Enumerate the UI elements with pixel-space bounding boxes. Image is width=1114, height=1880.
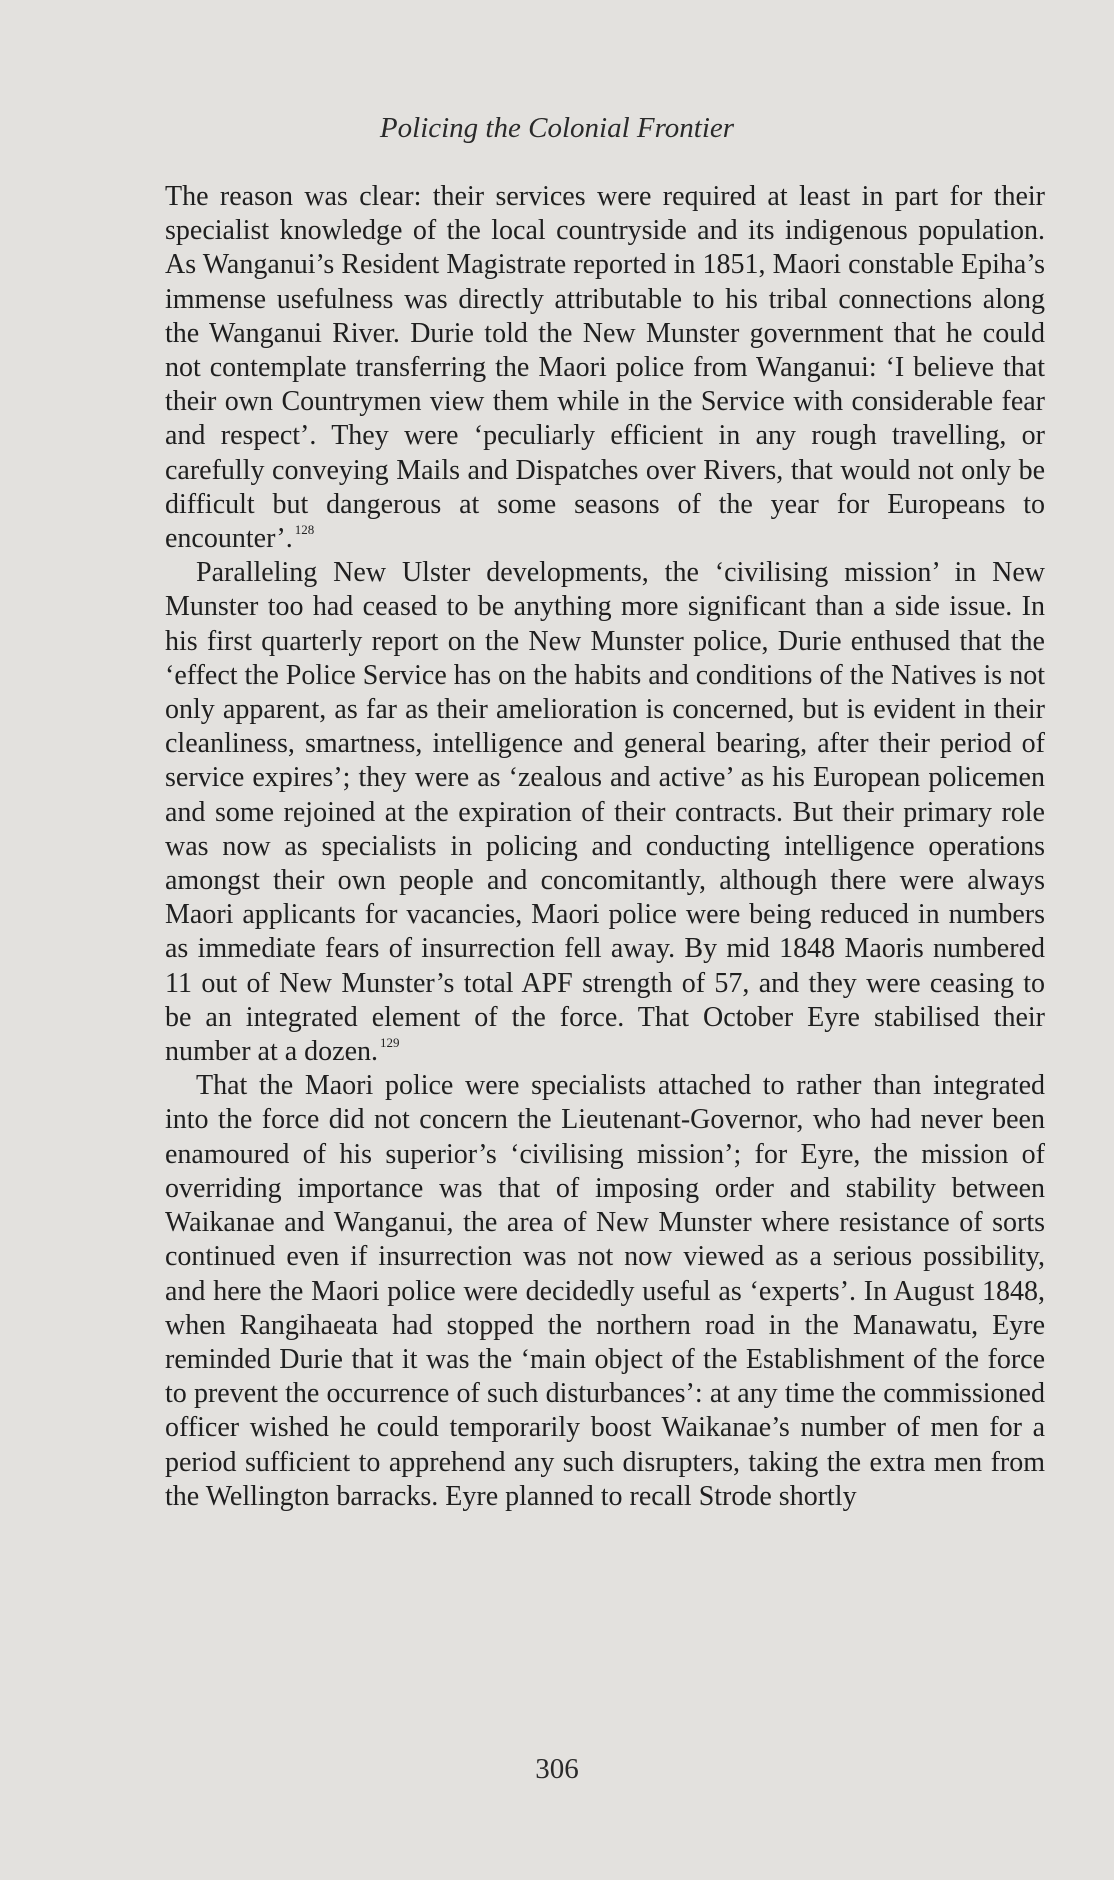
paragraph-text: The reason was clear: their services were required at least in part for their specialist knowledge of the local countryside and its indigenous population. As Wanganui’s Resident Magistrate reported in 1851, Maori constable Epiha’s immense usefulness was directly attributable to his tribal connections along the Wanganui River. Durie told the New Munster government that he could not contemplate transferring the Maori police from Wanganui: ‘I believe that their own Countrymen view them while in the Service with considerable fear and respect’. They were ‘peculiarly efficient in any rough travelling, or carefully conveying Mails and Dispatches over Rivers, that would not only be difficult but dangerous at some seasons of the year for Europeans to encounter’. (165, 181, 1045, 555)
paragraph-2 (165, 556, 1045, 1069)
paragraph-1 (165, 180, 1045, 556)
footnote-ref-129: 129 (380, 1035, 400, 1051)
paragraph-3 (165, 1069, 1045, 1514)
footnote-ref-128: 128 (294, 522, 315, 538)
body-text (165, 180, 1045, 1514)
page-number: 306 (535, 1753, 579, 1785)
paragraph-text: Paralleling New Ulster developments, the ‘civilising mission’ in New Munster too had ceased to be anything more significant than a side issue. In his first quarterly report on the New Munster police, Durie enthused that the ‘effect the Police Service has on the habits and conditions of the Natives is not only apparent, as far as their amelioration is concerned, but is evident in their cleanliness, smartness, intelligence and general bearing, after their period of service expires’; they were as ‘zealous and active’ as his European policemen and some rejoined at the expiration of their contracts. But their primary role was now as specialists in policing and conducting intelligence operations amongst their own people and concomitantly, although there were always Maori applicants for vacancies, Maori police were being reduced in numbers as immediate fears of insurrection fell away. By mid 1848 Maoris numbered 11 out of New Munster’s total APF strength of 57, and they were ceasing to be an integrated element of the force. That October Eyre stabilised their number at a dozen. (165, 557, 1045, 1068)
running-head-title: Policing the Colonial Frontier (379, 112, 735, 144)
paragraph-text: That the Maori police were specialists attached to rather than integrated into the force did not concern the Lieutenant-Governor, who had never been enamoured of his superior’s ‘civilising mission’; for Eyre, the mission of overriding importance was that of imposing order and stability between Waikanae and Wanganui, the area of New Munster where resistance of sorts continued even if insurrection was not now viewed as a serious possibility, and here the Maori police were decidedly useful as ‘experts’. In August 1848, when Rangihaeata had stopped the northern road in the Manawatu, Eyre reminded Durie that it was the ‘main object of the Establishment of the force to prevent the occurrence of such disturbances’: at any time the commissioned officer wished he could temporarily boost Waikanae’s number of men for a period sufficient to apprehend any such disrupters, taking the extra men from the Wellington barracks. Eyre planned to recall Strode shortly (165, 1070, 1045, 1512)
